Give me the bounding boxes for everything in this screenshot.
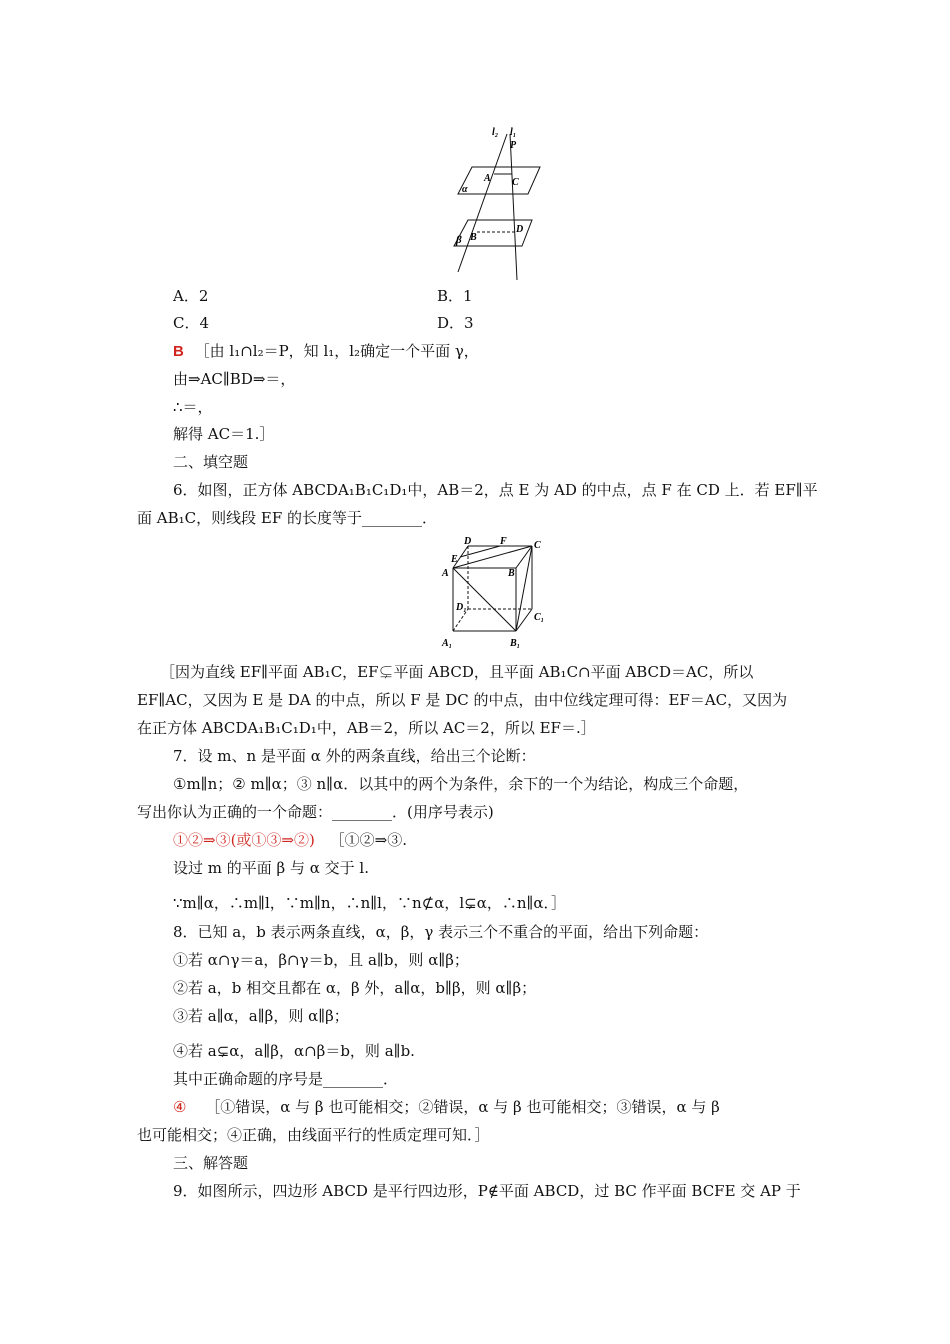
label-a: A [442,568,449,579]
label-c1: C₁ [534,612,545,623]
option-a: A．2 [173,287,209,305]
q7-solution-line1 [173,830,407,850]
label-b: B [470,232,477,243]
label-f: F [500,536,507,547]
q5-answer: B [173,343,184,360]
diag-ab1 [453,568,516,631]
q8-item4: ④若 a⊊α，a∥β，α∩β＝b，则 a∥b. [173,1042,415,1060]
q5-solution-line4: 解得 AC＝1.］ [173,425,275,443]
q8-line1: 8．已知 a，b 表示两条直线，α，β，γ 表示三个不重合的平面，给出下列命题： [173,923,709,941]
q6-solution-line2: EF∥AC，又因为 E 是 DA 的中点，所以 F 是 DC 的中点，由中位线定理可得：EF＝AC，又因为 [137,691,788,709]
label-d1: D₁ [456,602,467,613]
q6-line1: 6．如图，正方体 ABCDA₁B₁C₁D₁中，AB＝2，点 E 为 AD 的中点，点 F 在 CD 上．若 EF∥平 [173,481,818,499]
label-c: C [534,540,541,551]
label-l1: l₁ [510,127,517,138]
label-d: D [516,224,524,235]
section-heading-fill: 二、填空题 [173,453,249,471]
option-b: B．1 [437,287,473,305]
line-l2 [458,134,507,272]
q5-solution-text1: ［由 l₁∩l₂＝P，知 l₁，l₂确定一个平面 γ， [194,342,479,360]
diag-cb1 [516,546,532,631]
line-l1 [510,134,517,280]
label-b: B [508,568,515,579]
diag-ac [453,546,532,568]
q9-line1: 9．如图所示，四边形 ABCD 是平行四边形，P∉平面 ABCD，过 BC 作平面 BCFE 交 AP 于 [173,1182,801,1200]
label-a: A [484,173,491,184]
q8-item1: ①若 α∩γ＝a，β∩γ＝b，且 a∥b，则 α∥β； [173,951,469,969]
label-d: D [464,536,472,547]
q8-line6: 其中正确命题的序号是________． [173,1070,399,1088]
plane-alpha [458,167,540,194]
q7-line3: 写出你认为正确的一个命题：________．(用序号表示) [137,803,494,821]
q5-solution-line2: 由⇒AC∥BD⇒＝， [173,370,296,388]
q8-item2: ②若 a，b 相交且都在 α，β 外，a∥α，b∥β，则 α∥β； [173,979,537,997]
q7-solution-text1: ［①②⇒③. [329,831,407,849]
label-c: C [512,177,519,188]
label-a1: A₁ [442,638,453,649]
label-alpha: α [462,184,468,195]
option-d: D．3 [437,314,474,332]
q8-solution-text1: ［①错误，α 与 β 也可能相交；②错误，α 与 β 也可能相交；③错误，α 与 β [205,1098,720,1116]
label-p: P [510,140,517,151]
q8-item3: ③若 a∥α，a∥β，则 α∥β； [173,1007,349,1025]
q7-solution-line3: ∵m∥α，∴m∥l，∵m∥n，∴n∥l，∵n⊄α，l⊊α，∴n∥α．］ [173,894,567,912]
q7-line2: ①m∥n；② m∥α；③ n∥α．以其中的两个为条件，余下的一个为结论，构成三个命题， [173,775,749,793]
q6-line2: 面 AB₁C，则线段 EF 的长度等于________． [137,509,438,527]
q7-solution-line2: 设过 m 的平面 β 与 α 交于 l. [173,859,369,877]
q8-answer: ④ [173,1098,187,1116]
q8-solution-line1 [173,1097,720,1117]
label-l2: l₂ [492,127,499,138]
q6-solution-line3: 在正方体 ABCDA₁B₁C₁D₁中，AB＝2，所以 AC＝2，所以 EF＝.］ [137,719,596,737]
q8-solution-line2: 也可能相交；④正确，由线面平行的性质定理可知．］ [137,1126,490,1144]
option-c: C．4 [173,314,210,332]
segment-ef [460,546,500,557]
figure-lines-planes [440,122,560,282]
section-heading-answer: 三、解答题 [173,1154,249,1172]
q5-solution-line3: ∴＝， [173,398,213,416]
q7-line1: 7．设 m、n 是平面 α 外的两条直线，给出三个论断： [173,747,536,765]
label-beta: β [456,234,462,246]
q5-solution-line1 [173,341,479,362]
q6-solution-line1: ［因为直线 EF∥平面 AB₁C，EF⊊平面 ABCD，且平面 AB₁C∩平面 ABCD＝AC，所以 [160,663,754,681]
label-e: E [451,554,458,565]
label-b1: B₁ [510,638,521,649]
q7-answer: ①②⇒③(或①③⇒②) [173,831,315,849]
figure-cube [438,536,558,652]
